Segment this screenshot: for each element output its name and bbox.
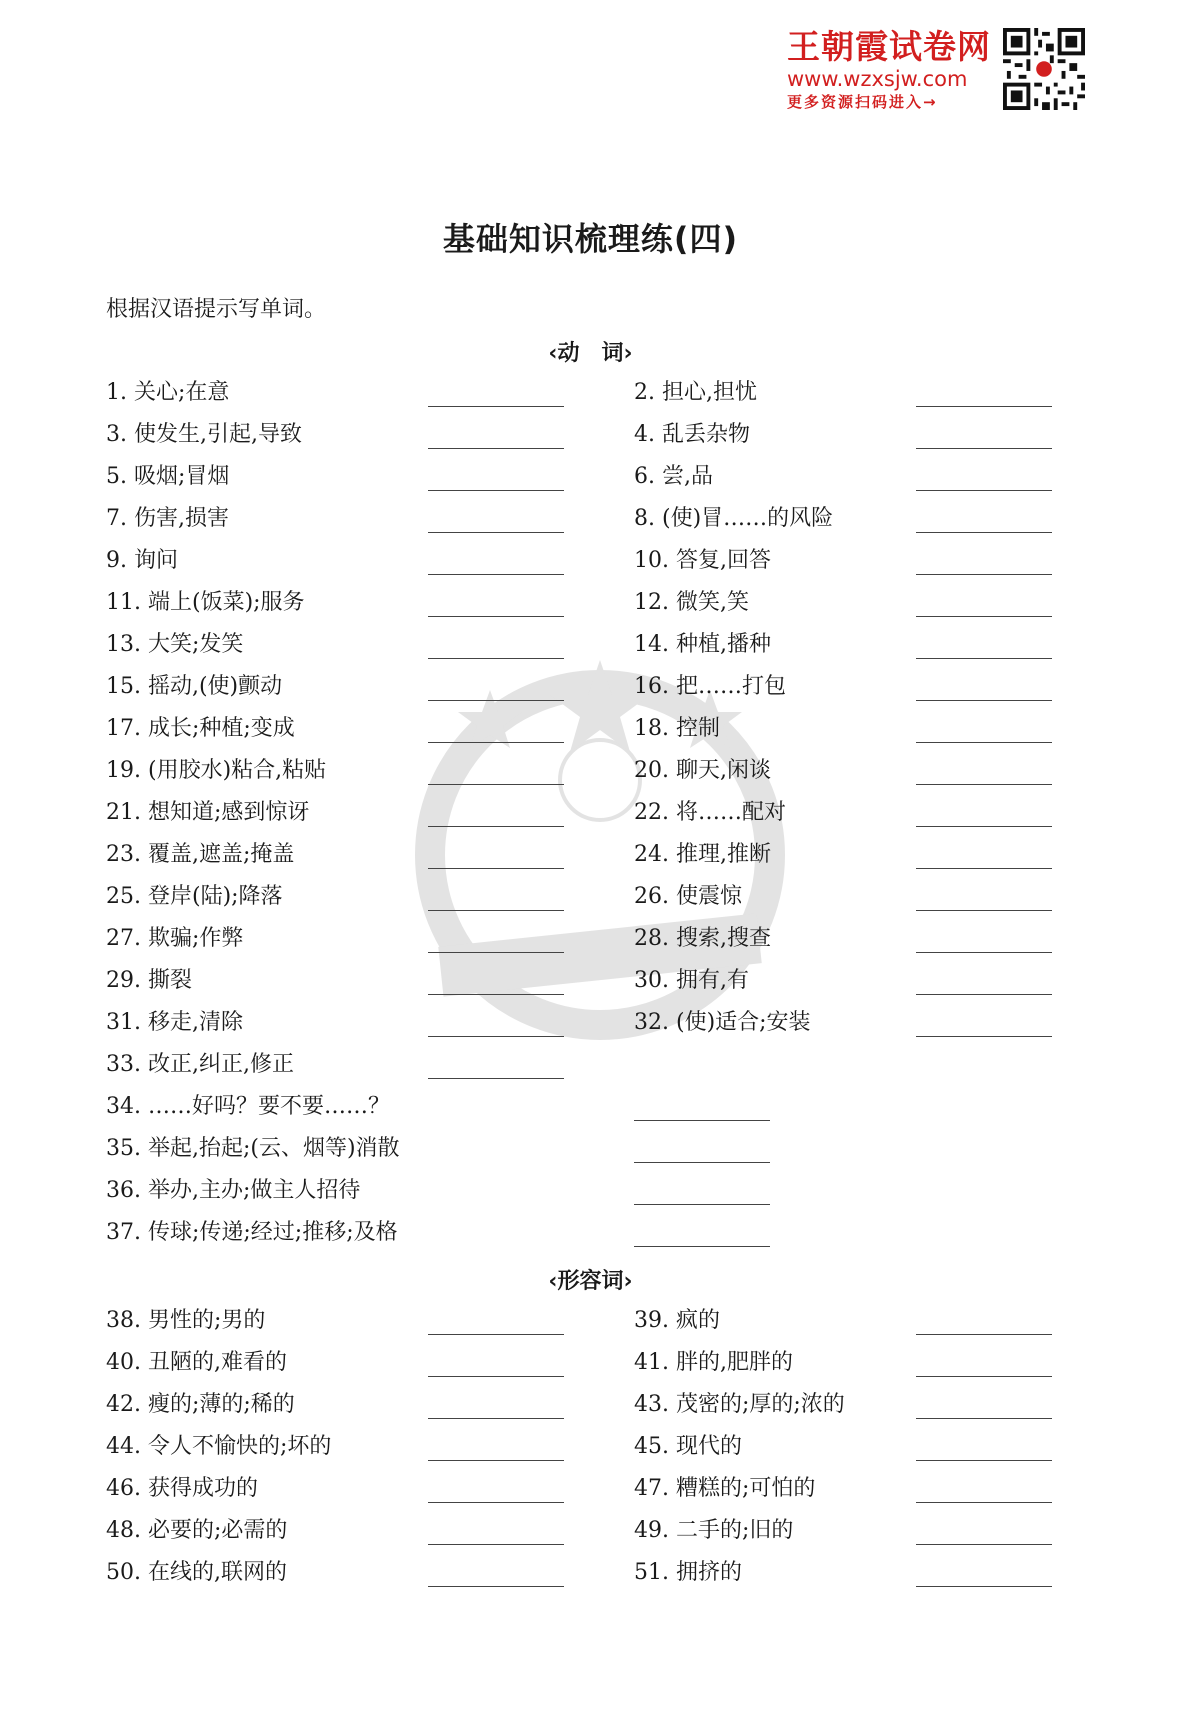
answer-blank[interactable] [916,826,1052,827]
exercise-row [106,1306,1066,1348]
answer-blank[interactable] [428,1036,564,1037]
prompt-text: 32. (使)适合;安装 [634,1010,811,1035]
brand-text [787,28,991,112]
answer-blank[interactable] [428,1334,564,1335]
answer-blank[interactable] [916,994,1052,995]
brand-tagline: 更多资源扫码进入→ [787,93,938,111]
exercise-row [106,1218,1066,1260]
answer-blank[interactable] [916,616,1052,617]
answer-blank[interactable] [428,532,564,533]
prompt-text: 12. 微笑,笑 [634,590,749,615]
exercise-row [106,630,1066,672]
answer-blank[interactable] [916,1502,1052,1503]
prompt-text: 6. 尝,品 [634,464,713,489]
answer-blank[interactable] [428,1544,564,1545]
exercise-row [106,504,1066,546]
answer-blank[interactable] [428,658,564,659]
exercise-row [106,840,1066,882]
answer-blank[interactable] [916,1036,1052,1037]
prompt-text: 10. 答复,回答 [634,548,771,573]
prompt-text: 26. 使震惊 [634,884,742,909]
prompt-text: 28. 搜索,搜查 [634,926,771,951]
answer-blank[interactable] [916,448,1052,449]
answer-blank[interactable] [916,868,1052,869]
answer-blank[interactable] [428,700,564,701]
answer-blank[interactable] [634,1162,770,1163]
prompt-text: 50. 在线的,联网的 [106,1560,287,1585]
exercise-row [106,882,1066,924]
exercise-row [106,546,1066,588]
answer-blank[interactable] [916,532,1052,533]
qr-code-icon[interactable] [1003,28,1085,110]
answer-blank[interactable] [916,1586,1052,1587]
prompt-text: 45. 现代的 [634,1434,742,1459]
prompt-text: 29. 撕裂 [106,968,192,993]
answer-blank[interactable] [916,490,1052,491]
prompt-text: 46. 获得成功的 [106,1476,258,1501]
prompt-text: 25. 登岸(陆);降落 [106,884,283,909]
prompt-text: 11. 端上(饭菜);服务 [106,590,305,615]
prompt-text: 47. 糟糕的;可怕的 [634,1476,816,1501]
answer-blank[interactable] [634,1120,770,1121]
answer-blank[interactable] [428,1502,564,1503]
exercise-row [106,714,1066,756]
prompt-text: 16. 把……打包 [634,674,786,699]
answer-blank[interactable] [428,574,564,575]
prompt-text: 8. (使)冒……的风险 [634,506,834,531]
answer-blank[interactable] [916,406,1052,407]
prompt-text: 33. 改正,纠正,修正 [106,1052,294,1077]
exercise-row [106,798,1066,840]
prompt-text: 18. 控制 [634,716,720,741]
answer-blank[interactable] [428,448,564,449]
exercise-row [106,378,1066,420]
answer-blank[interactable] [916,1460,1052,1461]
answer-blank[interactable] [916,700,1052,701]
prompt-text: 35. 举起,抬起;(云、烟等)消散 [106,1136,400,1161]
answer-blank[interactable] [916,574,1052,575]
answer-blank[interactable] [634,1204,770,1205]
answer-blank[interactable] [428,742,564,743]
prompt-text: 19. (用胶水)粘合,粘贴 [106,758,327,783]
prompt-text: 51. 拥挤的 [634,1560,742,1585]
prompt-text: 39. 疯的 [634,1308,720,1333]
prompt-text: 3. 使发生,引起,导致 [106,422,302,447]
exercise-row [106,1432,1066,1474]
exercise-row [106,1516,1066,1558]
answer-blank[interactable] [634,1246,770,1247]
answer-blank[interactable] [428,1078,564,1079]
exercise-row [106,1050,1066,1092]
answer-blank[interactable] [428,406,564,407]
prompt-text: 9. 询问 [106,548,178,573]
section-heading-verbs: ‹动 词› [548,341,633,366]
prompt-text: 20. 聊天,闲谈 [634,758,771,783]
answer-blank[interactable] [428,1418,564,1419]
prompt-text: 48. 必要的;必需的 [106,1518,288,1543]
prompt-text: 21. 想知道;感到惊讶 [106,800,310,825]
prompt-text: 41. 胖的,肥胖的 [634,1350,793,1375]
answer-blank[interactable] [428,490,564,491]
prompt-text: 23. 覆盖,遮盖;掩盖 [106,842,295,867]
brand-url[interactable]: www.wzxsjw.com [787,67,968,91]
exercise-row [106,1348,1066,1390]
prompt-text: 49. 二手的;旧的 [634,1518,794,1543]
prompt-text: 43. 茂密的;厚的;浓的 [634,1392,845,1417]
exercise-row [106,966,1066,1008]
answer-blank[interactable] [916,910,1052,911]
answer-blank[interactable] [428,1376,564,1377]
page-title: 基础知识梳理练(四) [442,220,739,258]
exercise-row [106,1558,1066,1600]
exercise-row [106,1474,1066,1516]
answer-blank[interactable] [428,1460,564,1461]
exercise-row [106,1008,1066,1050]
prompt-text: 38. 男性的;男的 [106,1308,266,1333]
prompt-text: 30. 拥有,有 [634,968,749,993]
prompt-text: 5. 吸烟;冒烟 [106,464,230,489]
prompt-text: 1. 关心;在意 [106,380,230,405]
exercise-row [106,462,1066,504]
answer-blank[interactable] [916,784,1052,785]
prompt-text: 34. ……好吗？要不要……？ [106,1094,390,1119]
answer-blank[interactable] [428,952,564,953]
exercise-row [106,1176,1066,1218]
prompt-text: 14. 种植,播种 [634,632,771,657]
prompt-text: 17. 成长;种植;变成 [106,716,295,741]
brand-header [787,28,1085,112]
prompt-text: 44. 令人不愉快的;坏的 [106,1434,332,1459]
section-heading-adjectives: ‹形容词› [548,1269,633,1294]
answer-blank[interactable] [428,868,564,869]
prompt-text: 36. 举办,主办;做主人招待 [106,1178,361,1203]
prompt-text: 42. 瘦的;薄的;稀的 [106,1392,295,1417]
prompt-text: 4. 乱丢杂物 [634,422,750,447]
answer-blank[interactable] [428,784,564,785]
exercise-row [106,1134,1066,1176]
prompt-text: 2. 担心,担忧 [634,380,757,405]
prompt-text: 22. 将……配对 [634,800,786,825]
exercise-row [106,420,1066,462]
prompt-text: 15. 摇动,(使)颤动 [106,674,283,699]
instruction-text: 根据汉语提示写单词。 [106,297,327,322]
exercise-row [106,672,1066,714]
exercise-row [106,588,1066,630]
prompt-text: 37. 传球;传递;经过;推移;及格 [106,1220,398,1245]
answer-blank[interactable] [428,994,564,995]
prompt-text: 40. 丑陋的,难看的 [106,1350,287,1375]
prompt-text: 27. 欺骗;作弊 [106,926,244,951]
answer-blank[interactable] [916,742,1052,743]
answer-blank[interactable] [428,616,564,617]
answer-blank[interactable] [916,1334,1052,1335]
prompt-text: 13. 大笑;发笑 [106,632,244,657]
answer-blank[interactable] [428,826,564,827]
exercise-row [106,1390,1066,1432]
prompt-text: 24. 推理,推断 [634,842,771,867]
answer-blank[interactable] [916,952,1052,953]
exercise-row [106,1092,1066,1134]
answer-blank[interactable] [916,1544,1052,1545]
answer-blank[interactable] [428,910,564,911]
prompt-text: 7. 伤害,损害 [106,506,229,531]
answer-blank[interactable] [916,1418,1052,1419]
brand-name: 王朝霞试卷网 [787,27,991,66]
answer-blank[interactable] [916,658,1052,659]
exercise-row [106,756,1066,798]
prompt-text: 31. 移走,清除 [106,1010,243,1035]
answer-blank[interactable] [428,1586,564,1587]
answer-blank[interactable] [916,1376,1052,1377]
exercise-row [106,924,1066,966]
